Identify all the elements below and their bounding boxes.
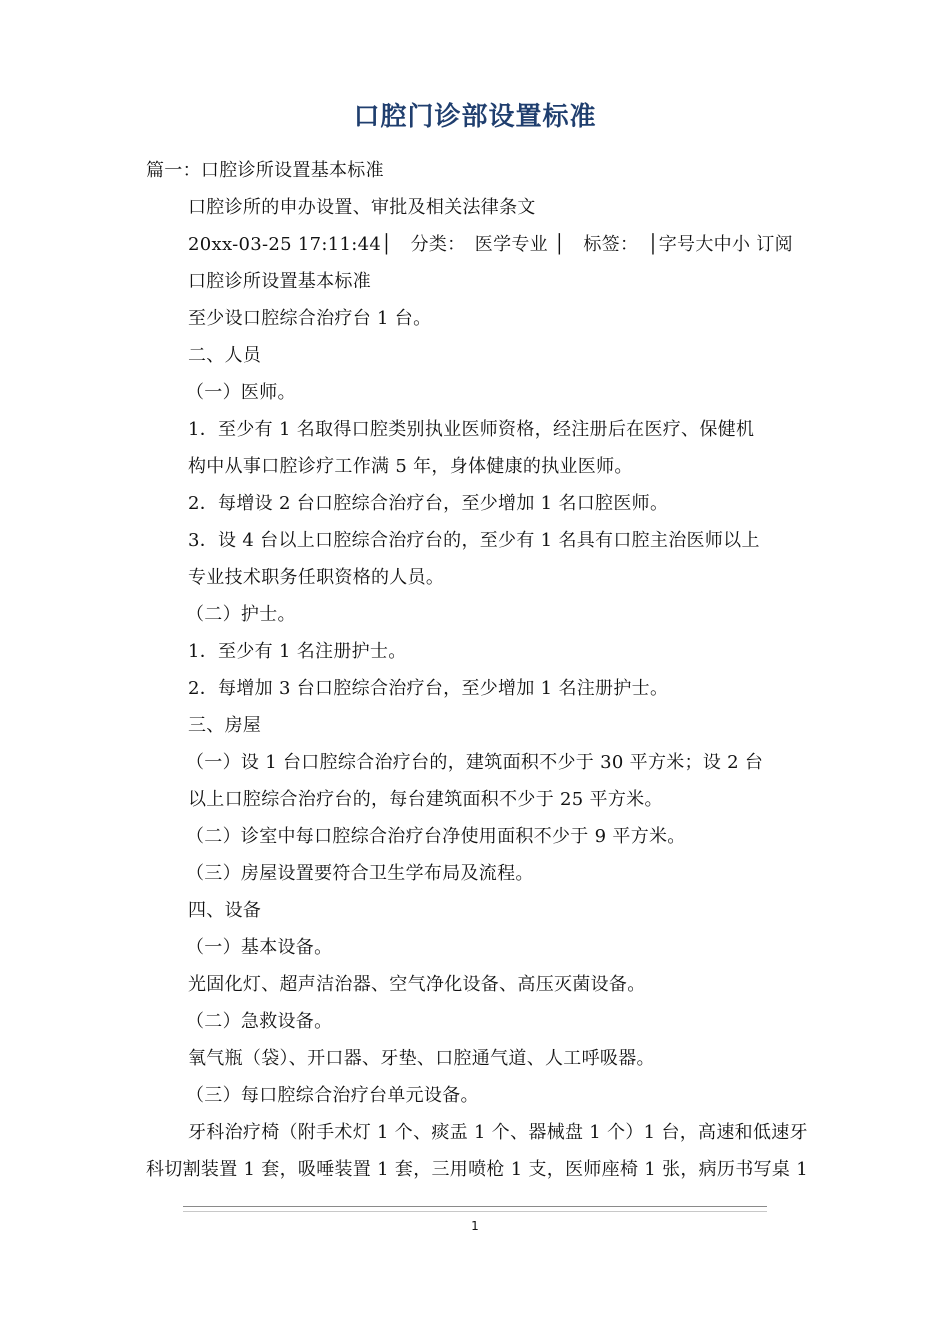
paragraph-line: 至少设口腔综合治疗台 1 台。 <box>188 308 432 329</box>
section-heading: 四、设备 <box>188 900 262 921</box>
paragraph-line: 1．至少有 1 名注册护士。 <box>188 641 407 662</box>
paragraph-line: 光固化灯、超声洁治器、空气净化设备、高压灭菌设备。 <box>188 974 646 995</box>
section-heading: 篇一：口腔诊所设置基本标准 <box>146 160 384 181</box>
subsection-heading: （一）基本设备。 <box>186 937 333 958</box>
paragraph-line: 3．设 4 台以上口腔综合治疗台的，至少有 1 名具有口腔主治医师以上 <box>188 530 760 551</box>
paragraph-line: 氧气瓶（袋）、开口器、牙垫、口腔通气道、人工呼吸器。 <box>188 1048 655 1069</box>
paragraph-line: 科切割装置 1 套，吸唾装置 1 套，三用喷枪 1 支，医师座椅 1 张，病历书写桌 1 <box>146 1159 808 1180</box>
paragraph-line: 1．至少有 1 名取得口腔类别执业医师资格，经注册后在医疗、保健机 <box>188 419 755 440</box>
subsection-heading: （二）急救设备。 <box>186 1011 333 1032</box>
paragraph-line: 口腔诊所的申办设置、审批及相关法律条文 <box>188 197 536 218</box>
page-number: 1 <box>471 1219 479 1233</box>
document-title: 口腔门诊部设置标准 <box>353 102 597 132</box>
paragraph-line: （三）房屋设置要符合卫生学布局及流程。 <box>186 863 534 884</box>
subsection-heading: （二）护士。 <box>186 604 296 625</box>
paragraph-line: （一）设 1 台口腔综合治疗台的，建筑面积不少于 30 平方米；设 2 台 <box>186 752 764 773</box>
paragraph-line: 2．每增加 3 台口腔综合治疗台，至少增加 1 名注册护士。 <box>188 678 669 699</box>
subsection-heading: （三）每口腔综合治疗台单元设备。 <box>186 1085 479 1106</box>
paragraph-line: 构中从事口腔诊疗工作满 5 年，身体健康的执业医师。 <box>188 456 633 477</box>
footer-divider <box>183 1206 767 1212</box>
meta-line: 20xx-03-25 17:11:44│ 分类： 医学专业 │ 标签： │字号大中小 订阅 <box>188 234 793 255</box>
paragraph-line: 2．每增设 2 台口腔综合治疗台，至少增加 1 名口腔医师。 <box>188 493 669 514</box>
paragraph-line: （二）诊室中每口腔综合治疗台净使用面积不少于 9 平方米。 <box>186 826 686 847</box>
subsection-heading: （一）医师。 <box>186 382 296 403</box>
section-heading: 三、房屋 <box>188 715 262 736</box>
paragraph-line: 牙科治疗椅（附手术灯 1 个、痰盂 1 个、器械盘 1 个）1 台，高速和低速牙 <box>188 1122 808 1143</box>
section-heading: 二、人员 <box>188 345 262 366</box>
paragraph-line: 以上口腔综合治疗台的，每台建筑面积不少于 25 平方米。 <box>188 789 663 810</box>
paragraph-line: 专业技术职务任职资格的人员。 <box>188 567 445 588</box>
paragraph-line: 口腔诊所设置基本标准 <box>188 271 371 292</box>
